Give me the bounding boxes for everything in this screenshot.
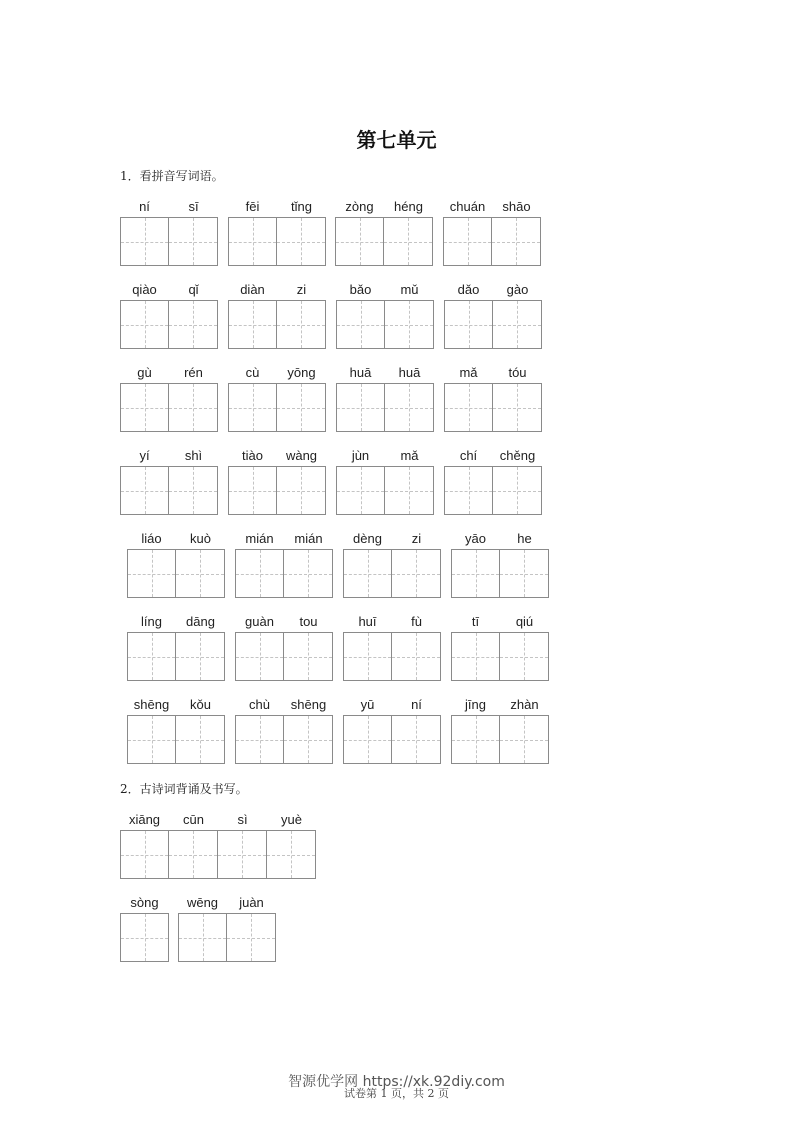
pinyin-label: tou <box>299 614 318 629</box>
pinyin-label: mián <box>294 531 323 546</box>
writing-cell[interactable] <box>228 466 277 515</box>
pinyin-label: zi <box>411 531 422 546</box>
writing-cell[interactable] <box>120 830 169 879</box>
q1-row-6 <box>0 614 793 694</box>
writing-cell[interactable] <box>277 466 326 515</box>
writing-cell[interactable] <box>385 383 434 432</box>
question-1-label: 1．看拼音写词语。 <box>120 169 224 183</box>
writing-cell[interactable] <box>336 466 385 515</box>
pinyin-label: yū <box>360 697 375 712</box>
writing-cell[interactable] <box>493 300 542 349</box>
writing-cell[interactable] <box>492 217 541 266</box>
q1-row-1 <box>0 199 793 279</box>
writing-cell[interactable] <box>169 830 218 879</box>
pinyin-label: mián <box>245 531 274 546</box>
writing-cell[interactable] <box>500 549 549 598</box>
pinyin-label: sī <box>188 199 199 214</box>
pinyin-label: zi <box>296 282 307 297</box>
pinyin-label: chuán <box>449 199 486 214</box>
writing-cell[interactable] <box>235 549 284 598</box>
pinyin-label: gào <box>506 282 529 297</box>
pinyin-label: wàng <box>285 448 318 463</box>
pinyin-label: qiào <box>132 282 157 297</box>
writing-cell[interactable] <box>444 466 493 515</box>
writing-cell[interactable] <box>127 715 176 764</box>
writing-cell[interactable] <box>228 300 277 349</box>
writing-cell[interactable] <box>120 217 169 266</box>
writing-cell[interactable] <box>235 632 284 681</box>
writing-cell[interactable] <box>451 632 500 681</box>
pinyin-label: líng <box>141 614 162 629</box>
pinyin-label: he <box>517 531 532 546</box>
writing-cell[interactable] <box>343 632 392 681</box>
pinyin-label: shēng <box>133 697 170 712</box>
pinyin-label: huā <box>398 365 421 380</box>
pinyin-label: huā <box>349 365 372 380</box>
writing-cell[interactable] <box>493 383 542 432</box>
q1-row-4 <box>0 448 793 528</box>
pinyin-label: jīng <box>465 697 486 712</box>
pinyin-label: xiāng <box>128 812 161 827</box>
pinyin-label: sì <box>237 812 248 827</box>
writing-cell[interactable] <box>235 715 284 764</box>
q1-row-2 <box>0 282 793 362</box>
q1-row-3 <box>0 365 793 445</box>
pinyin-label: kuò <box>190 531 211 546</box>
writing-cell[interactable] <box>343 715 392 764</box>
pinyin-label: chí <box>459 448 478 463</box>
pinyin-label: bǎo <box>349 282 372 297</box>
pinyin-label: zòng <box>345 199 374 214</box>
pinyin-label: fù <box>411 614 422 629</box>
writing-cell[interactable] <box>500 632 549 681</box>
pinyin-label: shēng <box>290 697 327 712</box>
writing-cell[interactable] <box>500 715 549 764</box>
writing-cell[interactable] <box>335 217 384 266</box>
writing-cell[interactable] <box>451 715 500 764</box>
writing-cell[interactable] <box>228 217 277 266</box>
q1-row-7 <box>0 697 793 777</box>
writing-cell[interactable] <box>392 715 441 764</box>
pinyin-label: tǐng <box>291 199 312 214</box>
pinyin-label: yāo <box>465 531 486 546</box>
writing-cell[interactable] <box>277 217 326 266</box>
writing-cell[interactable] <box>392 632 441 681</box>
pinyin-label: guàn <box>245 614 274 629</box>
pinyin-label: qiú <box>515 614 534 629</box>
pinyin-label: yōng <box>287 365 316 380</box>
writing-cell[interactable] <box>385 300 434 349</box>
writing-cell[interactable] <box>176 715 225 764</box>
writing-cell[interactable] <box>169 383 218 432</box>
pinyin-label: zhàn <box>510 697 539 712</box>
question-2-label: 2．古诗词背诵及书写。 <box>120 782 248 796</box>
page-title: 第七单元 <box>356 128 437 152</box>
pinyin-label: jùn <box>351 448 370 463</box>
writing-cell[interactable] <box>284 549 333 598</box>
writing-cell[interactable] <box>384 217 433 266</box>
writing-cell[interactable] <box>385 466 434 515</box>
writing-cell[interactable] <box>336 300 385 349</box>
writing-cell[interactable] <box>493 466 542 515</box>
writing-cell[interactable] <box>169 217 218 266</box>
writing-cell[interactable] <box>451 549 500 598</box>
pinyin-label: yí <box>139 448 150 463</box>
q2-row-1 <box>0 812 793 892</box>
pinyin-label: huī <box>358 614 377 629</box>
writing-cell[interactable] <box>277 300 326 349</box>
pinyin-label: dǎo <box>457 282 480 297</box>
writing-cell[interactable] <box>343 549 392 598</box>
writing-cell[interactable] <box>127 632 176 681</box>
pinyin-label: gù <box>137 365 152 380</box>
writing-cell[interactable] <box>176 549 225 598</box>
pinyin-label: tiào <box>242 448 263 463</box>
pinyin-label: rén <box>184 365 203 380</box>
q1-row-5 <box>0 531 793 611</box>
pinyin-label: chěng <box>499 448 536 463</box>
writing-cell[interactable] <box>284 632 333 681</box>
writing-cell[interactable] <box>284 715 333 764</box>
pinyin-label: chù <box>249 697 270 712</box>
pinyin-label: qǐ <box>188 282 199 297</box>
writing-cell[interactable] <box>228 383 277 432</box>
pinyin-label: yuè <box>281 812 302 827</box>
pinyin-label: ní <box>411 697 422 712</box>
writing-cell[interactable] <box>176 632 225 681</box>
writing-cell[interactable] <box>392 549 441 598</box>
writing-cell[interactable] <box>127 549 176 598</box>
writing-cell[interactable] <box>443 217 492 266</box>
pinyin-label: fēi <box>245 199 260 214</box>
pinyin-label: mǎ <box>400 448 419 463</box>
writing-cell[interactable] <box>169 300 218 349</box>
writing-cell[interactable] <box>277 383 326 432</box>
pinyin-label: shì <box>184 448 203 463</box>
pinyin-label: kǒu <box>190 697 211 712</box>
pinyin-label: wēng <box>186 895 219 910</box>
pinyin-label: sòng <box>130 895 159 910</box>
pinyin-label: tī <box>471 614 480 629</box>
writing-cell[interactable] <box>120 383 169 432</box>
writing-cell[interactable] <box>444 300 493 349</box>
pinyin-label: juàn <box>239 895 264 910</box>
q2-row-2 <box>0 895 793 975</box>
pinyin-label: cù <box>245 365 260 380</box>
writing-cell[interactable] <box>120 913 169 962</box>
pinyin-label: mǎ <box>459 365 478 380</box>
pinyin-label: héng <box>394 199 423 214</box>
writing-cell[interactable] <box>218 830 267 879</box>
pinyin-label: dāng <box>186 614 215 629</box>
pinyin-label: dèng <box>353 531 382 546</box>
writing-cell[interactable] <box>120 300 169 349</box>
writing-cell[interactable] <box>267 830 316 879</box>
pinyin-label: tóu <box>508 365 527 380</box>
footer-watermark: 智源优学网 https://xk.92diy.com <box>288 1074 505 1090</box>
pinyin-label: mǔ <box>400 282 419 297</box>
pinyin-label: shāo <box>502 199 531 214</box>
page-number: 试卷第 1 页，共 2 页 <box>344 1087 449 1100</box>
pinyin-label: cūn <box>183 812 204 827</box>
writing-cell[interactable] <box>120 466 169 515</box>
pinyin-label: liáo <box>141 531 162 546</box>
writing-cell[interactable] <box>336 383 385 432</box>
pinyin-label: diàn <box>240 282 265 297</box>
writing-cell[interactable] <box>169 466 218 515</box>
writing-cell[interactable] <box>178 913 227 962</box>
writing-cell[interactable] <box>227 913 276 962</box>
pinyin-label: ní <box>139 199 150 214</box>
writing-cell[interactable] <box>444 383 493 432</box>
